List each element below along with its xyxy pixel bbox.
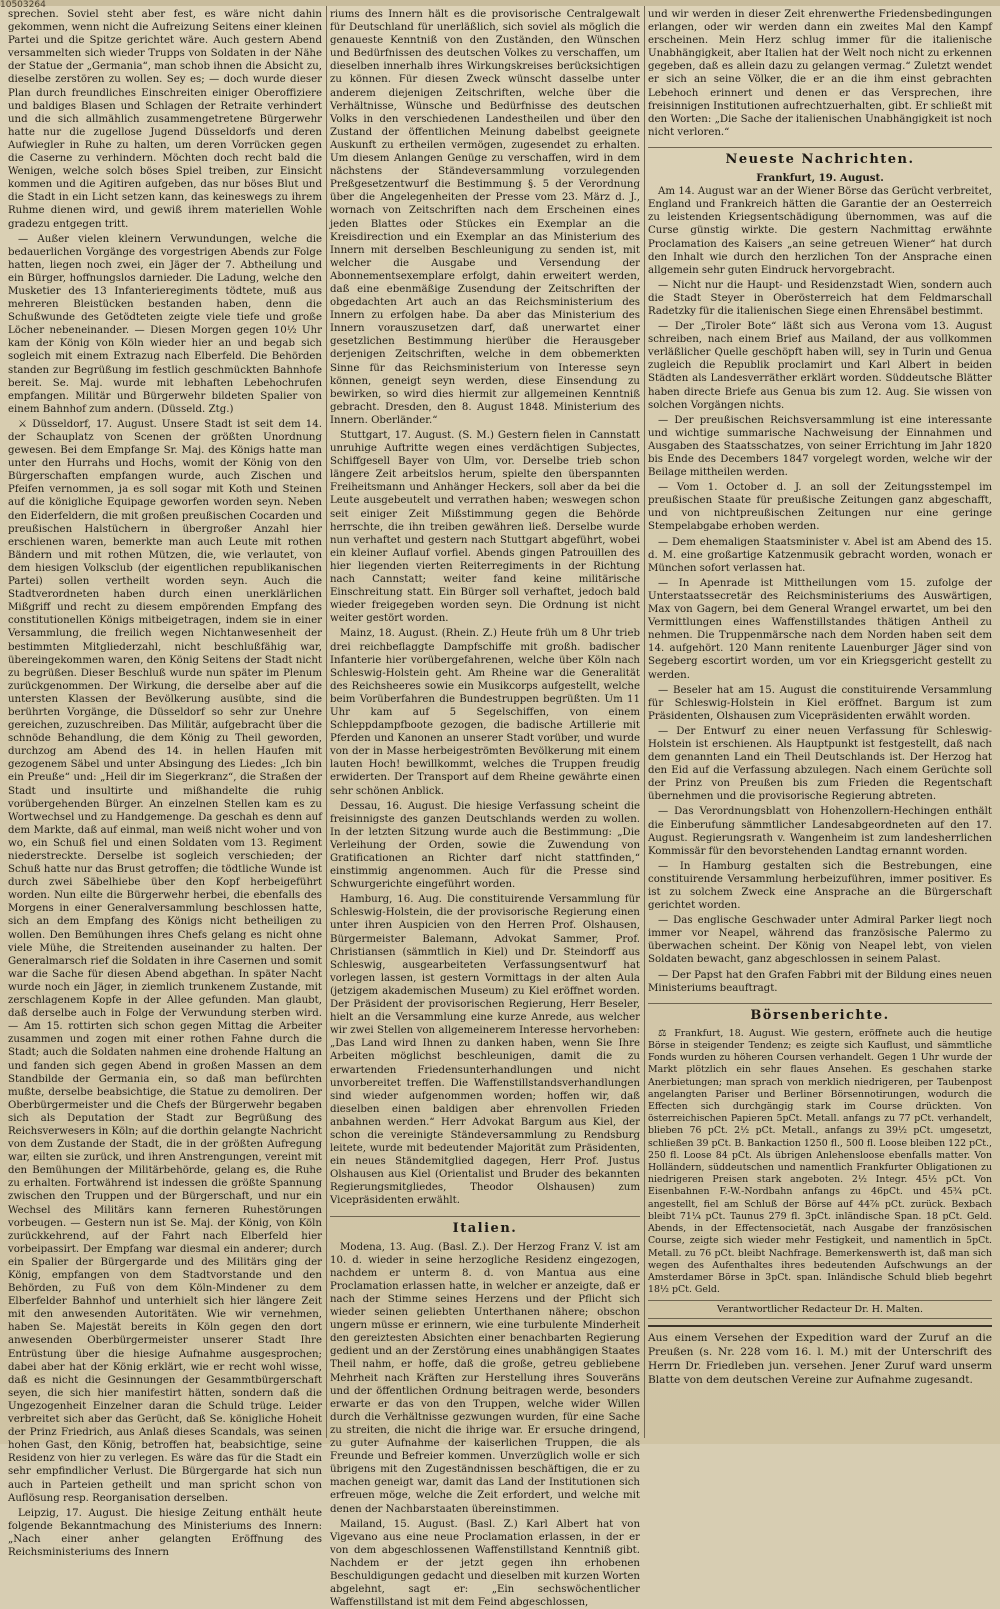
correction-notice: Aus einem Versehen der Expedition ward der Zuruf an die Preußen (s. Nr. 228 vom 16. l. M.) mit der Unterschrift des Herrn Dr. Friedleben jun. versehen. Jener Zuruf ward unserm Blatte von dem deutschen Vereine zur Aufnahme zugesandt. [648, 1325, 992, 1387]
section-heading-news: Neueste Nachrichten. [648, 147, 992, 166]
news-item: Am 14. August war an der Wiener Börse das Gerücht verbreitet, England und Frankreich hätten die Garantie der an Oesterreich zu leistenden Kriegsentschädigung übernommen, was auf die Curse günstig wirkte. Die gestern Nachmittag erwähnte Proclamation des Kaisers „an seine getreuen Wiener“ hat durch den Inhalt wie durch den herzlichen Ton der Ansprache einen allgemein sehr guten Eindruck hervorgebracht. [648, 186, 992, 276]
column-2 [330, 8, 640, 1609]
news-item: — Der Entwurf zu einer neuen Verfassung für Schleswig-Holstein ist erschienen. Als Hauptpunkt ist festgestellt, daß nach dem genannten Land ein Theil Deutschlands ist. Der Herzog hat den Eid auf die Verfassung abzulegen. Nach einem Gerüchte soll der Prinz von Preußen bis zum Frieden die Regentschaft übernehmen und die provisorische Regierung abtreten. [648, 725, 992, 803]
scan-id: 10503264 [0, 0, 46, 10]
news-item: — Dem ehemaligen Staatsminister v. Abel ist am Abend des 15. d. M. eine großartige Katzenmusik gebracht worden, wonach er München sofort verlassen hat. [648, 536, 992, 574]
page-top-edge [0, 0, 1000, 6]
news-dateline: Frankfurt, 19. August. [756, 172, 884, 185]
article-paragraph: Mainz, 18. August. (Rhein. Z.) Heute früh um 8 Uhr trieb drei reichbeflaggte Dampfschiffe mit großh. badischer Infanterie hier vorübergefahrenen, welche über Köln nach Schleswig-Holstein geht. Am Rheine war die Generalität des Reichsheeres sowie ein Musikcorps aufgestellt, welche beim Vorüberfahren die Bundestruppen begrüßten. Um 11 Uhr kam auf 5 Segelschiffen, von einem Schleppdampfboote gezogen, die badische Artillerie mit Pferden und Kanonen an unserer Stadt vorüber, und wurde von der in Masse herbeigeströmten Bevölkerung mit einem lauten Hoch! bewillkommt, welches die Truppen freudig erwiderten. Der Transport auf dem Rheine gewährte einen sehr schönen Anblick. [330, 628, 640, 797]
news-item: — Der preußischen Reichsversammlung ist eine interessante und wichtige summarische Nachweisung der Einnahmen und Ausgaben des Staatsschatzes, von seiner Errichtung im Jahr 1820 bis Ende des Decembers 1847 vorgelegt worden, welche wir der Beilage mittheilen werden. [648, 414, 992, 479]
section-heading-exchange: Börsenberichte. [648, 1003, 992, 1022]
news-item: — Das englische Geschwader unter Admiral Parker liegt noch immer vor Neapel, während das französische Palermo zu überwachen scheint. Der König von Neapel lebt, von vielen Soldaten bewacht, ganz abgeschlossen in seinem Palast. [648, 915, 992, 966]
news-item: — Beseler hat am 15. August die constituirende Versammlung für Schleswig-Holstein in Kiel eröffnet. Bargum ist zum Präsidenten, Olshausen zum Vicepräsidenten erwählt worden. [648, 684, 992, 722]
column-rule [644, 6, 645, 1438]
article-paragraph: Modena, 13. Aug. (Basl. Z.). Der Herzog Franz V. ist am 10. d. wieder in seine herzogliche Residenz eingezogen, nachdem er unterm 8. d. von Mantua aus eine Proclamation erlassen hatte, in welcher er anzeigte, daß er nach der Stimme seines Herzens und der Pflicht sich wieder seinen geliebten Unterthanen nähere; obschon ungern müsse er erinnern, wie eine turbulente Minderheit den gereiztesten Absichten einer benachbarten Regierung gedient und an der Zerstörung eines unabhängigen Staates Theil nahm, er hoffe, daß die große, getreu gebliebene Mehrheit nach Kräften zur Herstellung ihres Souveräns und der öffentlichen Ordnung beitragen werde, besonders erwarte er das von den Truppen, welche wider Willen durch die Verhältnisse gezwungen wurden, für eine Sache zu streiten, die nicht die ihrige war. Er ersuche dringend, zu guter Aufnahme der kaiserlichen Truppen, die als Freunde und Befreier kommen. Unverzüglich wolle er sich übrigens mit den Zugeständnissen beschäftigen, die er zu machen geneigt war, damit das Land der Institutionen sich erfreuen möge, welche die Zeit erfordert, und welche mit denen der Nachbarstaaten übereinstimmen. [330, 1241, 640, 1515]
column-rule [326, 6, 327, 1438]
article-paragraph: sprechen. Soviel steht aber fest, es wäre nicht dahin gekommen, wenn nicht die Aufreizung Seitens einer kleinen Partei und die Spitze gerichtet wäre. Auch gestern Abend versammelten sich wieder Trupps von Soldaten in der Nähe der Statue der „Germania“, man schob ihnen die Absicht zu, dieselbe zerstören zu wollen. Sey es; — doch wurde dieser Plan durch freundliches Einschreiten einiger Oberoffiziere und baldiges Blasen und Schlagen der Retraite verhindert und die sich allmählich zusammengetretene Bürgerwehr hatte nur die zugellose Jugend Düsseldorfs und deren Aufwiegler in Ruhe zu halten, um deren Vorrücken gegen die Caserne zu verhindern. Möchten doch recht bald die Wenigen, welche solch böses Spiel treiben, zur Einsicht kommen und die Agitiren aufgeben, das nur böses Blut und die Stadt in ein Licht setzen kann, das keineswegs zu ihrem Ruhme dienen wird, und gewiß ihrem materiellen Wohle gradezu entgegen tritt. [8, 9, 322, 230]
news-item: — Das Verordnungsblatt von Hohenzollern-Hechingen enthält die Einberufung sämmtlicher Landesabgeordneten auf den 17. August. Regierungsrath v. Wangenheim ist zum landesherrlichen Kommissär für den bevorstehenden Landtag ernannt worden. [648, 806, 992, 857]
article-paragraph: Mailand, 15. August. (Basl. Z.) Karl Albert hat von Vigevano aus eine neue Proclamation erlassen, in der er von dem abgeschlossenen Waffenstillstand Kenntniß gibt. Nachdem er der jetzt gegen ihn erhobenen Beschuldigungen gedacht und dieselben mit kurzen Worten abgelehnt, sagt er: „Ein sechswöchentlicher Waffenstillstand ist mit dem Feind abgeschlossen, [330, 1518, 640, 1609]
article-paragraph: Stuttgart, 17. August. (S. M.) Gestern fielen in Cannstatt unruhige Auftritte wegen eines verdächtigen Subjectes, Schiffgesell Bayer von Ulm, vor. Derselbe trieb schon längere Zeit arbeitslos herum, spielte den überspannten Freiheitsmann und Anhänger Heckers, soll aber da bei die Leute ausgebeutelt und verrathen haben; weswegen schon seit einiger Zeit Mißstimmung gegen die Behörde herrschte, die ihn treiben gewähren ließ. Derselbe wurde nun verhaftet und gestern nach Stuttgart abgeführt, wobei ein kleiner Auflauf vorfiel. Abends gingen Patrouillen des hier liegenden vierten Reiterregiments in der Richtung nach Cannstatt; weiter fand keine militärische Einschreitung statt. Ein Bürger soll verhaftet, jedoch bald wieder freigegeben worden seyn. Die Ordnung ist nicht weiter gestört worden. [330, 430, 640, 625]
article-paragraph: — Außer vielen kleinern Verwundungen, welche die bedauerlichen Vorgänge des vorgestrigen Abends zur Folge hatten, liegen noch zwei, ein Jäger der 7. Abtheilung und ein Bürger, hoffnungslos darnieder. Die Ladung, welche den Musketier des 13 Infanterieregiments tödtete, muß aus mehreren Bleistücken bestanden haben, denn die Schußwunde des Getödteten zeigte viele tiefe und große Löcher nebeneinander. — Diesen Morgen gegen 10½ Uhr kam der König von Köln wieder hier an und begab sich sogleich mit einem Extrazug nach Elberfeld. Die Behörden standen zur Begrüßung im festlich geschmückten Bahnhofe bereit. Se. Maj. wurde mit lebhaften Lebehochrufen empfangen. Militär und Bürgerwehr bildeten Spalier von einem Bahnhof zum andern. (Düsseld. Ztg.) [8, 233, 322, 415]
article-paragraph: Dessau, 16. August. Die hiesige Verfassung scheint die freisinnigste des ganzen Deutschlands werden zu wollen. In der letzten Sitzung wurde auch die Bestimmung: „Die Verleihung der Orden, sowie die Zuwendung von Gratificationen an Richter darf nicht stattfinden,“ einstimmig angenommen. Auch für die Presse sind Schwurgerichte eingeführt worden. [330, 800, 640, 891]
article-paragraph: riums des Innern hält es die provisorische Centralgewalt für Deutschland für unerläßlich, sich soviel als möglich die genaueste Kenntniß von den Zuständen, den Wünschen und Bedürfnissen des deutschen Volkes zu verschaffen, um dieselben innerhalb ihres Wirkungskreises berücksichtigen zu können. Für diesen Zweck wünscht dasselbe unter anderem diejenigen Zeitschriften, welche über die Verhältnisse, Wünsche und Bedürfnisse des deutschen Volks in den verschiedenen Landestheilen und über den Zustand der öffentlichen Meinung dabelbst geeignete Auskunft zu ertheilen vermögen, zugesendet zu erhalten. Um diesem Anlangen Genüge zu verschaffen, wird in dem nächstens der Ständeversammlung vorzulegenden Preßgesetzentwurf die Bestimmung §. 5 der Verordnung über die Angelegenheiten der Presse vom 23. März d. J., wornach von Zeitschriften nach dem Erscheinen eines jeden Blattes oder Stückes ein Exemplar an die Kreisdirection und ein Exemplar an das Ministerium des Innern mit derselben Beschleunigung zu senden ist, mit welcher die Ausgabe und Versendung der Abonnementsexemplare erfolgt, dahin erweitert werden, daß eine ebenmäßige Zusendung der Zeitschriften der obgedachten Art auch an das Reichsministerium des Innern zu erfolgen habe. Da aber das Ministerium des Innern vorauszusetzen darf, daß unerwartet einer gesetzlichen Bestimmung hierüber die Herausgeber derjenigen Zeitschriften, welche in dem obbemerkten Sinne für das Reichsministerium von Interesse seyn können, geneigt seyn werden, diese Einsendung zu bewirken, so wird dies hiermit zur allgemeinen Kenntniß gebracht. Dresden, den 8. August 1848. Ministerium des Innern. Oberländer.“ [330, 9, 640, 426]
news-item: — Vom 1. October d. J. an soll der Zeitungsstempel im preußischen Staate für preußische Zeitungen ganz abgeschafft, und von nichtpreußischen Zeitungen nur eine geringe Stempelabgabe erhoben werden. [648, 482, 992, 533]
section-heading-italy: Italien. [330, 1216, 640, 1235]
article-paragraph: Hamburg, 16. Aug. Die constituirende Versammlung für Schleswig-Holstein, die der provisorische Regierung einen unter ihren Auspicien von den Herren Prof. Olshausen, Bürgermeister Balemann, Advokat Sammer, Prof. Christiansen (sämmtlich in Kiel) und Dr. Steindorff aus Schleswig, ausgearbeiteten Verfassungsentwurf hat vorlegen lassen, ist gestern Vormittags in der alten Aula (jetzigem akademischen Museum) zu Kiel eröffnet worden. Der Präsident der provisorischen Regierung, Herr Beseler, hielt an die Versammlung eine kurze Anrede, aus welcher wir zwei Stellen von allgemeinerem Interesse hervorheben: „Das Land wird Ihnen zu danken haben, wenn Sie Ihre Arbeiten möglichst beschleunigen, damit die zu erwartenden Friedensunterhandlungen und nicht unvorbereitet treffen. Die Waffenstillstandsverhandlungen sind wieder aufgenommen worden; hoffen wir, daß dieselben einen baldigen aber ehrenvollen Frieden anbahnen werden.“ Herr Advokat Bargum aus Kiel, der schon die vereinigte Ständeversammlung zu Rendsburg leitete, wurde mit bedeutender Majorität zum Präsidenten, ein neues Ständemitglied dagegen, Herr Prof. Justus Olshausen aus Kiel (Orientalist und Bruder des bekannten Regierungsmitgliedes, Theodor Olshausen) zum Vicepräsidenten erwählt. [330, 894, 640, 1207]
article-paragraph: Leipzig, 17. August. Die hiesige Zeitung enthält heute folgende Bekanntmachung des Ministeriums des Innern: „Nach einer anher gelangten Eröffnung des Reichsministeriums des Innern [8, 1507, 322, 1558]
responsible-editor: Verantwortlicher Redacteur Dr. H. Malten. [648, 1300, 992, 1319]
column-1 [8, 8, 322, 1558]
article-paragraph: und wir werden in dieser Zeit ehrenwerthe Friedensbedingungen erlangen, oder wir werden dann ein zweites Mal den Kampf erscheinen. Mein Herz schlug immer für die italienische Unabhängigkeit, aber Italien hat der Welt noch nicht zu erkennen gegeben, daß es allein dazu zu gelangen vermag.“ Zuletzt wendet er sich an seine Völker, die er an die ihm einst gebrachten Lebehoch erinnert und denen er das Versprechen, ihre freisinnigen Institutionen aufrechtzuerhalten, gibt. Er schließt mit den Worten: „Die Sache der italienischen Unabhängigkeit ist noch nicht verloren.“ [648, 9, 992, 138]
article-paragraph: ⚔ Düsseldorf, 17. August. Unsere Stadt ist seit dem 14. der Schauplatz von Scenen der größten Unordnung gewesen. Bei dem Empfange Sr. Maj. des Königs hatte man unter den Hurrahs und Hochs, womit der König von den Bürgerschaften empfangen wurde, auch Zischen und Pfeifen vernommen, ja es soll sogar mit Koth und Steinen auf die königliche Equipage geworfen worden seyn. Neben den Eiderfeldern, die mit großen preußischen Cocarden und preußischen Halstüchern in übergroßer Anzahl hier erschienen waren, bemerkte man auch Leute mit rothen Bändern und mit rothen Mützen, die, wie verlautet, von dem hiesigen Volksclub (der eigentlichen republikanischen Partei) sollen vertheilt worden seyn. Auch die Stadtverordneten haben durch einen unerklärlichen Mißgriff und recht zu diesem empörenden Empfang des constitutionellen Königs mitbeigetragen, indem sie in einer Versammlung, die freilich wegen Nichtanwesenheit der bestimmten Mitgliederzahl, nicht beschlußfähig war, übereingekommen waren, den König Seitens der Stadt nicht zu begrüßen. Dieser Beschluß wurde nun später im Plenum zurückgenommen. Der Wirkung, die derselbe aber auf die untersten Klassen der Bevölkerung ausübte, sind die berührten Vorgänge, die Düsseldorf so sehr zur Unehre gereichen, zuzuschreiben. Das Militär, aufgebracht über die schnöde Behandlung, die dem König zu Theil geworden, durchzog am Abend des 14. in hellen Haufen mit gezogenem Säbel und unter Absingung des Liedes: „Ich bin ein Preuße“ und: „Heil dir im Siegerkranz“, die Straßen der Stadt und insultirte und mißhandelte die ruhig vorübergehenden Bürger. An einzelnen Stellen kam es zu Wortwechsel und zu Handgemenge. Da geschah es denn auf dem Markte, daß auf einmal, man weiß nicht woher und von wo, ein Schuß fiel und einen Soldaten vom 13. Regiment niederstreckte. Derselbe ist sogleich verschieden; der Schuß hatte nur das Brust getroffen; die tödtliche Wunde ist durch zwei Säbelhiebe über den Kopf herbeigeführt worden. Nun eilte die Bürgerwehr herbei, die ebenfalls des Morgens in einer Generalversammlung beschlossen hatte, sich an dem Empfang des Königs nicht betheiligen zu wollen. Den Bemühungen ihres Chefs gelang es nicht ohne viele Mühe, die Streitenden auseinander zu halten. Der Generalmarsch rief die Soldaten in ihre Casernen und somit war die Sache für diesen Abend abgethan. In später Nacht wurde noch ein Jäger, in ziemlich trunkenem Zustande, mit zerschlagenem Kopfe in der Allee gefunden. Man glaubt, daß derselbe auch in Folge der Verwundung sterben wird. — Am 15. rottirten sich schon gegen Mittag die Arbeiter zusammen und zogen mit einer rothen Fahne durch die Stadt; auch die Soldaten nahmen eine drohende Haltung an und fanden sich gegen Abend in großen Massen an dem Standbilde der Germania ein, so daß man befürchten mußte, derselbe beabsichtige, die Statue zu demoliren. Der Oberbürgermeister und die Chefs der Bürgerwehr begaben sich als Deputation der Stadt zur Begrüßung des Reichsverwesers in Köln; auf die dorthin gelangte Nachricht von dem Zustande der Stadt, die in der größten Aufregung war, eilten sie zurück, und ihren Anstrengungen, vereint mit den Bemühungen der Militärbehörde, gelang es, die Ruhe zu erhalten. Fortwährend ist indessen die größte Spannung zwischen den Truppen und der Bürgerschaft, und nur ein Wechsel des Militärs kann ferneren Ruhestörungen vorbeugen. — Gestern nun ist Se. Maj. der König, von Köln zurückkehrend, auf der Fahrt nach Elberfeld hier vorbeipassirt. Der Empfang war diesmal ein anderer; durch ein Spalier der Bürgergarde und des Militärs ging der König, empfangen von dem Stadtvorstande und den Behörden, zu Fuß von dem Köln-Mindener zu dem Elberfelder Bahnhof und unterhielt sich hier längere Zeit mit den anwesenden Autoritäten. Wie wir vernehmen, haben Se. Majestät bereits in Köln gegen den dort anwesenden Oberbürgermeister unserer Stadt Ihre Entrüstung über die hiesige Aufnahme ausgesprochen; dabei aber hat der König erklärt, wie er recht wohl wisse, daß es nicht die Gesinnungen der Gesammtbürgerschaft seyen, die sich hier manifestirt hätten, sondern daß die Ungezogenheit Einzelner daran die Schuld trüge. Leider verbreitet sich aber das Gerücht, daß Se. königliche Hoheit der Prinz Friedrich, aus Anlaß dieses Scandals, was seinen hohen Gast, den König, betroffen hat, beabsichtige, seine Residenz von hier zu verlegen. Es wäre das für die Stadt ein sehr empfindlicher Verlust. Die Bürgergarde hat sich nun auch in Parteien getheilt und man spricht schon von Auflösung resp. Reorganisation derselben. [8, 418, 322, 1504]
news-item: — Der Papst hat den Grafen Fabbri mit der Bildung eines neuen Ministeriums beauftragt. [648, 969, 992, 994]
column-3 [648, 8, 992, 1438]
exchange-report: ⚖ Frankfurt, 18. August. Wie gestern, eröffnete auch die heutige Börse in steigender Tendenz; es zeigte sich Kauflust, und sämmtliche Fonds wurden zu höheren Coursen verhandelt. Gegen 1 Uhr wurde der Markt plötzlich ein sehr flaues Ansehen. Es geschahen starke Anerbietungen; man sprach von merklich niedrigeren, per Taubenpost angelangten Pariser und Berliner Börsennotirungen, wodurch die Effecten sich durchgängig stark im Course drückten. Von österreichischen Papieren 5pCt. Metall. anfangs zu 77 pCt. verhandelt, blieben 76 pCt. 2½ pCt. Metall., anfangs zu 39½ pCt. umgesetzt, schließen 39 pCt. B. Bankaction 1250 fl., 500 fl. Loose bleiben 122 pCt., 250 fl. Loose 84 pCt. Als übrigen Anlehensloose ebenfalls matter. Von Holländern, süddeutschen und namentlich Frankfurter Obligationen zu niedrigeren Preisen stark angeboten. 2½ Integr. 45½ pCt. Von Eisenbahnen F.-W.-Nordbahn anfangs zu 46pCt. und 45¾ pCt. angestellt, fiel am Schluß der Börse auf 44⅞ pCt. zurück. Bexbach bleibt 71¼ pCt. Taunus 279 fl. 3pCt. inländische Span. 18 pCt. Geld. Abends, in der Effectensocietät, nach Ausgabe der französischen Course, zeigte sich wieder mehr Festigkeit, und namentlich in 5pCt. Metall. zu 76 pCt. bleibt Nachfrage. Bemerkenswerth ist, daß man sich wegen des Aufenthaltes ihres bedeutenden Aufschwungs an der Amsterdamer Börse in 3pCt. span. Inländische Schuld blieb begehrt 18½ pCt. Geld. [648, 1027, 992, 1296]
news-item: — In Hamburg gestalten sich die Bestrebungen, eine constituirende Versammlung herbeizuführen, immer positiver. Es ist zu solchem Zweck eine Ansprache an die Bürgerschaft gerichtet worden. [648, 860, 992, 912]
news-item: — Der „Tiroler Bote“ läßt sich aus Verona vom 13. August schreiben, nach einem Brief aus Mailand, der aus vollkommen verläßlicher Quelle geschöpft haben will, sey in Turin und Genua zugleich die Republik proclamirt und Karl Albert in beiden Städten als Landesverräther erklärt worden. Süddeutsche Blätter haben directe Briefe aus Genua bis zum 12. Aug. Sie wissen von solchen Vorgängen nichts. [648, 321, 992, 411]
news-item: — In Apenrade ist Mittheilungen vom 15. zufolge der Unterstaatssecretär des Reichsministeriums des Auswärtigen, Max von Gagern, bei dem General Wrangel erwartet, um bei den Vermittlungen eines Waffenstillstandes thätigen Antheil zu nehmen. Die Truppenmärsche nach dem Norden haben seit dem 14. aufgehört. 120 Mann renitente Lauenburger Jäger sind von Segeberg escortirt worden, um vor ein Kriegsgericht gestellt zu werden. [648, 577, 992, 681]
news-item: — Nicht nur die Haupt- und Residenzstadt Wien, sondern auch die Stadt Steyer in Oberösterreich hat dem Feldmarschall Radetzky für die italienischen Siege einen Ehrensäbel bestimmt. [648, 279, 992, 317]
